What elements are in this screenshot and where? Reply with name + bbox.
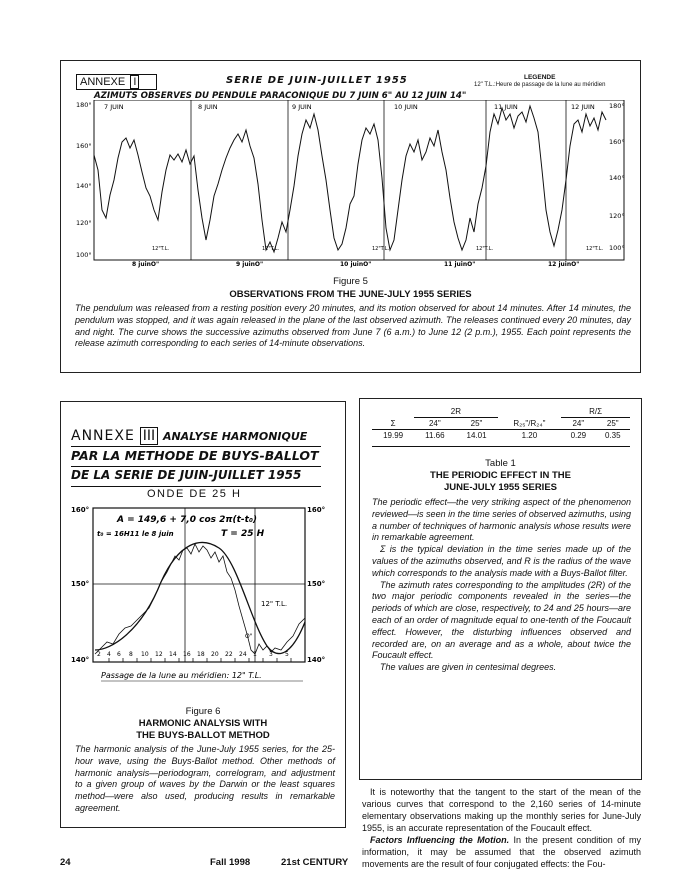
table-row	[372, 430, 630, 442]
x-tick-8: 8	[129, 651, 133, 658]
table-bottom-rule	[372, 446, 630, 447]
y-tick-100: 100°	[76, 251, 92, 259]
left-tick-140: 140°	[71, 656, 90, 664]
day-label-10: 10 JUIN	[394, 103, 418, 111]
x-tick-10: 10	[141, 651, 149, 658]
figure-6-title-line1: HARMONIC ANALYSIS WITH	[138, 718, 268, 729]
x-tick-12: 12	[155, 651, 163, 658]
tl-label: 12" T.L.	[261, 600, 288, 608]
formula: A = 149,6 + 7,0 cos 2π(t-t₀)	[117, 515, 258, 525]
fitted-cosine	[95, 542, 305, 653]
annex-iii-rule-3	[71, 486, 321, 487]
bottom-label-10: 10 juinO"	[340, 261, 372, 268]
table-header-25-rs: 25"	[606, 419, 619, 428]
bottom-date-labels	[132, 261, 579, 268]
legend-title: LEGENDE	[524, 74, 556, 81]
table-header-row	[372, 418, 630, 430]
x-tick-14: 14	[169, 651, 177, 658]
table-cell-25-2r: 14.01	[466, 431, 487, 440]
x-axis-labels	[97, 651, 289, 658]
x-tick-1: 1	[253, 651, 257, 658]
x-tick-20: 20	[211, 651, 219, 658]
table-caption-para-1: The periodic effect—the very striking aspect of the phenomenon reviewed—is seen in the time series of observed azimuths, using a number of techniques of harmonic analysis whose results were in remarkable agreement.	[372, 497, 631, 543]
x-tick-16: 16	[183, 651, 191, 658]
table-group-r-sigma: R/Σ	[561, 406, 630, 418]
azimuth-curve	[94, 106, 606, 252]
right-tick-140: 140°	[307, 656, 326, 664]
right-tick-150: 150°	[307, 580, 326, 588]
table-1-title-line2: JUNE-JULY 1955 SERIES	[443, 482, 557, 493]
x-tick-22: 22	[225, 651, 233, 658]
y-tick-right-140: 140°	[609, 174, 625, 182]
tl-markers	[152, 246, 603, 252]
y-tick-right-160: 160°	[609, 138, 625, 146]
tl-marker-4: 12"T.L.	[476, 246, 494, 252]
day-label-9: 9 JUIN	[292, 103, 312, 111]
annex-i-label	[76, 74, 157, 90]
analysis-title-1: ANALYSE HARMONIQUE	[162, 430, 308, 443]
day-label-12: 12 JUIN	[571, 103, 595, 111]
y-tick-140: 140°	[76, 182, 92, 190]
annex-number: I	[130, 75, 139, 89]
table-1-label: Table 1	[485, 458, 516, 469]
table-cell-25-rs: 0.35	[604, 431, 621, 440]
tl-marker-3: 12"T.L.	[372, 246, 390, 252]
y-tick-160: 160°	[76, 142, 92, 150]
table-cell-24-2r: 11.66	[425, 431, 445, 440]
right-tick-160: 160°	[307, 506, 326, 514]
magazine-name: 21st CENTURY	[281, 857, 349, 868]
table-caption-para-3: The azimuth rates corresponding to the amplitudes (2R) of the two major periodic components revealed in the series—the periods of which are close, respectively, to 24 and 25 hours—are each of an order of magnitude equal to one-tenth of the Foucault effect. However, the disturbing influences observed and recorded are, on an average and as a whole, about twice the Foucault effect.	[372, 579, 631, 661]
issue-date: Fall 1998	[210, 857, 251, 868]
table-caption-para-2: Σ is the typical deviation in the time series made up of the values of the azimuths observed, and R is the radius of the wave which corresponds to the analysis made with a Buys-Ballot filter.	[372, 544, 631, 578]
annex-word: ANNEXE	[80, 76, 126, 88]
harmonic-plot	[71, 502, 329, 694]
analysis-title-3: DE LA SERIE DE JUIN-JUILLET 1955	[71, 468, 302, 482]
tl-marker-5: 12"T.L.	[586, 246, 604, 252]
passage-note: Passage de la lune au méridien: 12" T.L.	[101, 671, 262, 680]
table-cell-24-rs: 0.29	[570, 431, 587, 440]
period-label: T = 25 H	[221, 529, 265, 539]
annex-iii-rule-2	[71, 466, 321, 467]
annex-iii-title-line1	[71, 428, 329, 445]
o-label: O"	[245, 633, 253, 640]
table-header-24-2r: 24"	[428, 419, 441, 428]
table-group-blank	[372, 406, 414, 418]
figure-5-number: Figure 5	[333, 276, 368, 287]
table-cell-sigma: 19.99	[383, 431, 404, 440]
annex-iii-number: III	[140, 427, 158, 445]
observed-data	[95, 544, 305, 654]
wave-label: ONDE DE 25 H	[147, 488, 242, 500]
y-tick-120: 120°	[76, 219, 92, 227]
series-title: SERIE DE JUIN-JUILLET 1955	[226, 75, 408, 86]
day-labels	[104, 103, 595, 111]
day-dividers	[191, 100, 566, 260]
page-number: 24	[60, 857, 71, 868]
figure-6-chart	[71, 428, 329, 694]
table-header-24-rs: 24"	[572, 419, 585, 428]
x-tick-18: 18	[197, 651, 205, 658]
legend-text: 12" T.L.:Heure de passage de la lune au méridien	[474, 82, 606, 88]
table-caption-para-4: The values are given in centesimal degrees.	[380, 662, 557, 673]
tl-marker-1: 12"T.L.	[152, 246, 170, 252]
figure-6-number: Figure 6	[185, 706, 221, 717]
periodic-table	[372, 406, 630, 441]
x-tick-5: 5	[285, 651, 289, 658]
analysis-title-2: PAR LA METHODE DE BUYS-BALLOT	[71, 448, 319, 463]
bottom-label-9: 9 juinO"	[236, 261, 264, 268]
y-tick-right-100: 100°	[609, 244, 625, 252]
x-tick-6: 6	[117, 651, 121, 658]
table-group-blank-2	[498, 406, 562, 418]
y-ticks-left	[76, 101, 92, 259]
body-paragraph-2-heading: Factors Influencing the Motion.	[370, 835, 510, 845]
y-tick-right-180: 180°	[609, 102, 625, 110]
body-paragraph-2-text: In the present condition of my information, it may be assumed that the observed azimuth movements are the result of four conjugated effects: the Fou-	[362, 835, 641, 869]
plot-border	[94, 100, 624, 260]
table-header-ratio: R₂₅"/R₂₄"	[513, 418, 546, 428]
annex-iii-word: ANNEXE	[71, 428, 135, 444]
x-tick-3: 3	[269, 651, 273, 658]
annex-iii-rule-1	[71, 446, 321, 447]
y-tick-180: 180°	[76, 101, 92, 109]
tl-marker-2: 12"T.L.	[262, 246, 280, 252]
table-group-row	[372, 406, 630, 418]
body-column	[362, 786, 641, 870]
table-1-title-line1: THE PERIODIC EFFECT IN THE	[430, 470, 571, 481]
table-1-caption	[372, 497, 631, 674]
body-paragraph-1: It is noteworthy that the tangent to the start of the mean of the various curves that correspond to the 2,160 series of 14-minute elementary observations making up the monthly series for June-July 1955, is an accurate representation of the Foucault effect.	[362, 787, 641, 833]
y-tick-right-120: 120°	[609, 212, 625, 220]
bottom-label-12: 12 juinO"	[548, 261, 580, 268]
table-header-25-2r: 25"	[470, 419, 483, 428]
table-group-2r: 2R	[414, 406, 497, 418]
left-y-ticks	[71, 506, 89, 664]
day-label-7: 7 JUIN	[104, 103, 124, 111]
figure-6-caption: The harmonic analysis of the June-July 1955 series, for the 25-hour wave, using the Buys-Ballot method. Other methods of harmonic analysis—periodogram, correlogram, and adjustment to a given group of waves by the Darwin or the least squares method—were also used, producing results in remarkable agreement.	[75, 744, 335, 813]
chart-subtitle: AZIMUTS OBSERVES DU PENDULE PARACONIQUE DU 7 JUIN 6" AU 12 JUIN 14"	[94, 91, 467, 101]
figure-6-title-line2: THE BUYS-BALLOT METHOD	[136, 730, 270, 741]
table-header-sigma: Σ	[390, 418, 396, 428]
bottom-label-8: 8 juinO"	[132, 261, 160, 268]
figure-5-title: OBSERVATIONS FROM THE JUNE-JULY 1955 SERIES	[229, 289, 472, 300]
figure-5-caption: The pendulum was released from a resting position every 20 minutes, and its motion observed for about 14 minutes. After 14 minutes, the pendulum was stopped, and it was again released in the plane of the last observed azimuth. The releases continued every 20 minutes, day and night. The curve shows the successive azimuths observed from June 7 (6 a.m.) to June 12 (2 p.m.), 1955. Each point represents the release azimuth corresponding to each series of 14-minute observations.	[75, 303, 631, 349]
day-label-8: 8 JUIN	[198, 103, 218, 111]
left-tick-150: 150°	[71, 580, 90, 588]
t0-label: t₀ = 16H11 le 8 juin	[97, 530, 174, 538]
azimuth-plot	[76, 100, 630, 268]
day-label-11: 11 JUIN	[494, 103, 518, 111]
x-tick-2: 2	[97, 651, 101, 658]
x-tick-4: 4	[107, 651, 111, 658]
figure-5-chart	[76, 74, 630, 268]
bottom-label-11: 11 juinO"	[444, 261, 476, 268]
table-cell-ratio: 1.20	[521, 431, 538, 440]
y-ticks-right	[609, 102, 625, 252]
x-tick-24: 24	[239, 651, 247, 658]
body-paragraph-2	[362, 834, 641, 870]
left-tick-160: 160°	[71, 506, 90, 514]
right-y-ticks	[307, 506, 325, 664]
